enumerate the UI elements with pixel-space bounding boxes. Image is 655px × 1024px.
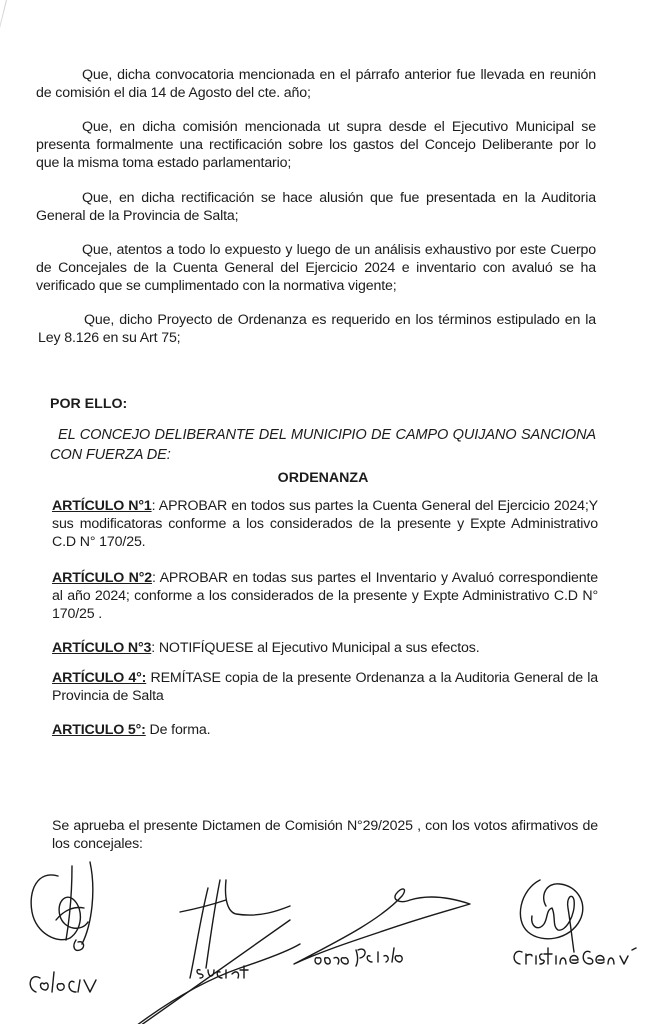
signature-1-mark [31, 862, 93, 950]
signature-2-mark [118, 880, 300, 1024]
signature-4-name [514, 948, 636, 964]
article-text: : APROBAR en todas sus partes el Inventario y Avaluó correspondiente al año 2024; conforme a los considerados de la presente y Expte Administrativo C.D N° 170/25 . [52, 570, 598, 622]
article-label: ARTÍCULO N°2 [52, 570, 153, 586]
paper-edge-line [0, 0, 7, 68]
sanciona-statement: EL CONCEJO DELIBERANTE DEL MUNICIPIO DE CAMPO QUIJANO SANCIONA CON FUERZA DE: [50, 427, 596, 463]
signature-3-mark [294, 889, 470, 964]
article-1 [52, 497, 598, 551]
article-4 [52, 669, 598, 705]
considerando-3: Que, en dicha rectificación se hace alusión que fue presentada en la Auditoria General de la Provincia de Salta; [36, 190, 596, 224]
article-label: ARTÍCULO N°1 [52, 498, 152, 514]
article-label: ARTÍCULO N°3 [52, 640, 152, 656]
article-text: REMÍTASE copia de la presente Ordenanza a la Auditoria General de la Provincia de Salta [52, 670, 598, 704]
considerando-5: Que, dicho Proyecto de Ordenanza es requerido en los términos estipulado en la Ley 8.126 en su Art 75; [38, 312, 596, 346]
article-label: ARTÍCULO 4°: [52, 670, 147, 686]
considerando-2: Que, en dicha comisión mencionada ut supra desde el Ejecutivo Municipal se presenta formalmente una rectificación sobre los gastos del Concejo Deliberante por lo que la misma toma estado parlamentario; [36, 119, 596, 171]
signatures-area [0, 860, 655, 1024]
article-text: : NOTIFÍQUESE al Ejecutivo Municipal a sus efectos. [151, 640, 480, 656]
article-label: ARTICULO 5°: [52, 722, 146, 738]
dictamen-statement: Se aprueba el presente Dictamen de Comisión N°29/2025 , con los votos afirmativos de los concejales: [52, 818, 598, 852]
considerando-1: Que, dicha convocatoria mencionada en el párrafo anterior fue llevada en reunión de comisión el dia 14 de Agosto del cte. año; [36, 67, 596, 101]
ordenanza-title: ORDENANZA [277, 470, 369, 486]
article-5 [52, 721, 598, 739]
signature-1-name [30, 972, 96, 992]
article-2 [52, 569, 598, 623]
article-3 [52, 639, 598, 657]
article-text: De forma. [145, 722, 211, 738]
article-text: : APROBAR en todos sus partes la Cuenta General del Ejercicio 2024;Y sus modificatoras conforme a los considerados de la presente y Expte Administrativo C.D N° 170/25. [52, 498, 598, 550]
por-ello-heading: POR ELLO: [50, 396, 128, 412]
signatures-svg [0, 860, 655, 1024]
considerando-4: Que, atentos a todo lo expuesto y luego de un análisis exhaustivo por este Cuerpo de Concejales de la Cuenta General del Ejercicio 2024 e inventario con avaluó se ha verificado que se cumplimentado con la normativa vigente; [36, 242, 596, 294]
signature-4-mark [520, 880, 582, 952]
